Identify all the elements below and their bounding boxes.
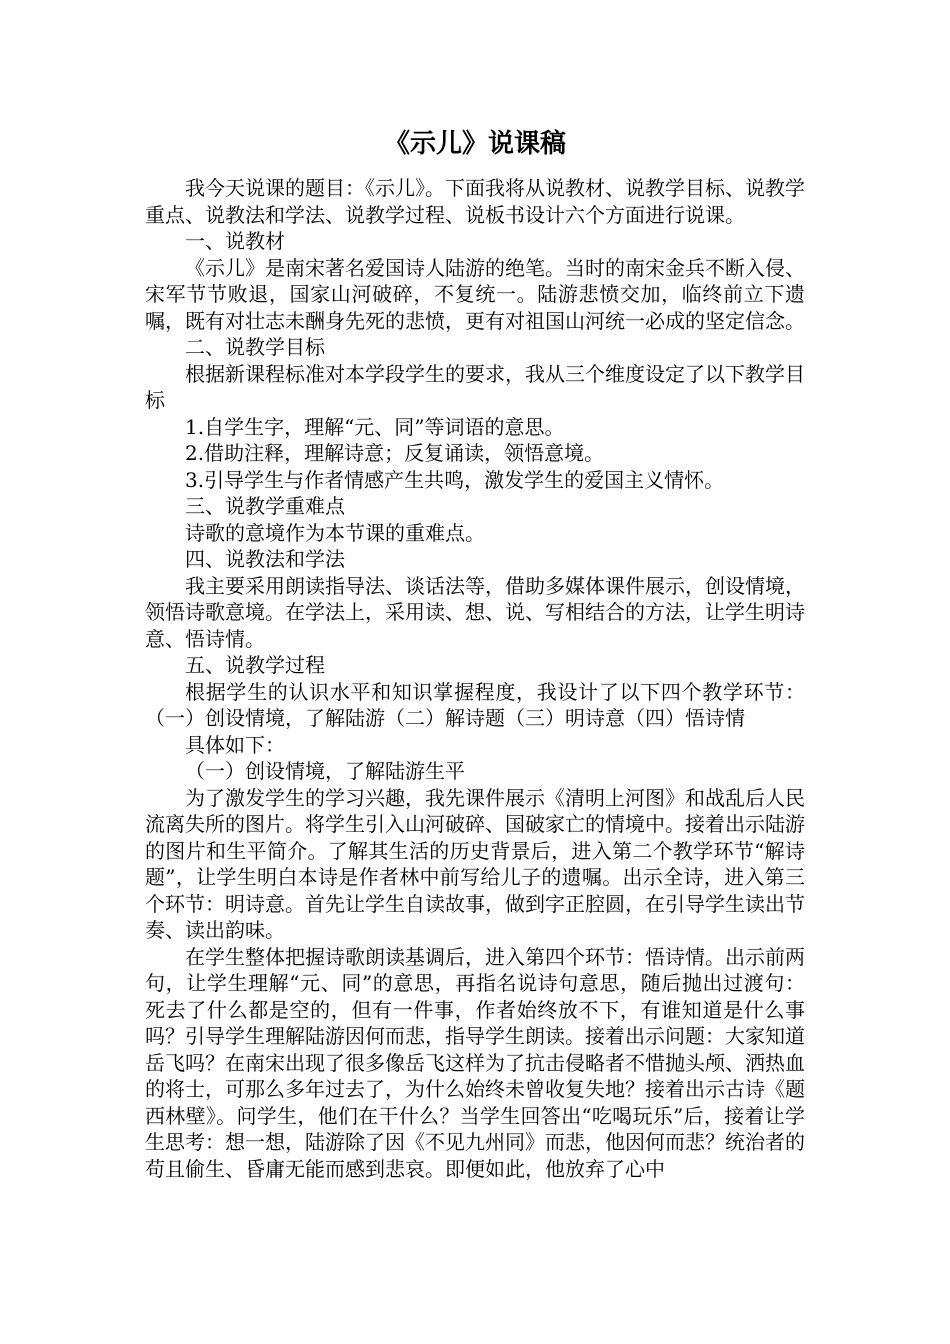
document-title: 《示儿》说课稿: [383, 129, 566, 159]
paragraph: 根据新课程标准对本学段学生的要求，我从三个维度设定了以下教学目标: [145, 361, 805, 412]
list-item: 3.引导学生与作者情感产生共鸣，激发学生的爱国主义情怀。: [185, 467, 725, 492]
paragraph: 我今天说课的题目：《示儿》。下面我将从说教材、说教学目标、说教学重点、说教法和学法、说教学过程、说板书设计六个方面进行说课。: [145, 176, 805, 227]
paragraph: 在学生整体把握诗歌朗读基调后，进入第四个环节：悟诗情。出示前两句，让学生理解“元、同”的意思，再指名说诗句意思，随后抛出过渡句：死去了什么都是空的，但有一件事，作者始终放不下，有谁知道是什么事吗？引导学生理解陆游因何而悲，指导学生朗读。接着出示问题：大家知道岳飞吗？在南宋出现了很多像岳飞这样为了抗击侵略者不惜抛头颅、洒热血的将士，可那么多年过去了，为什么始终未曾收复失地？接着出示古诗《题西林壁》。问学生，他们在干什么？当学生回答出“吃喝玩乐”后，接着让学生思考：想一想，陆游除了因《不见九州同》而悲，他因何而悲？统治者的苟且偷生、昏庸无能而感到悲哀。即便如此，他放弃了心中: [145, 944, 805, 1181]
list-item: 1.自学生字，理解“元、同”等词语的意思。: [185, 414, 565, 439]
subsection-heading: （一）创设情境，了解陆游生平: [185, 759, 465, 783]
paragraph: 《示儿》是南宋著名爱国诗人陆游的绝笔。当时的南宋金兵不断入侵、宋军节节败退，国家山河破碎，不复统一。陆游悲愤交加，临终前立下遗嘱，既有对壮志未酬身先死的悲愤，更有对祖国山河统一必成的坚定信念。: [145, 255, 805, 333]
paragraph: 为了激发学生的学习兴趣，我先课件展示《清明上河图》和战乱后人民流离失所的图片。将学生引入山河破碎、国破家亡的情境中。接着出示陆游的图片和生平简介。了解其生活的历史背景后，进入第二个教学环节“解诗题”，让学生明白本诗是作者林中前写给儿子的遗嘱。出示全诗，进入第三个环节：明诗意。首先让学生自读故事，做到字正腔圆，在引导学生读出节奏、读出韵味。: [145, 785, 805, 942]
section-heading: 二、说教学目标: [185, 335, 325, 359]
section-heading: 三、说教学重难点: [185, 494, 345, 518]
list-item: 2.借助注释，理解诗意；反复诵读，领悟意境。: [185, 441, 605, 465]
paragraph: 诗歌的意境作为本节课的重难点。: [185, 520, 485, 545]
paragraph: 我主要采用朗读指导法、谈话法等，借助多媒体课件展示，创设情境，领悟诗歌意境。在学法上，采用读、想、说、写相结合的方法，让学生明诗意、悟诗情。: [145, 573, 805, 651]
document-body: [145, 175, 805, 1182]
section-heading: 五、说教学过程: [185, 653, 325, 677]
section-heading: 四、说教法和学法: [185, 547, 345, 571]
section-heading: 一、说教材: [185, 229, 285, 253]
paragraph: 根据学生的认识水平和知识掌握程度，我设计了以下四个教学环节：（一）创设情境，了解陆游（二）解诗题（三）明诗意（四）悟诗情: [145, 679, 805, 730]
paragraph: 具体如下：: [185, 732, 285, 757]
